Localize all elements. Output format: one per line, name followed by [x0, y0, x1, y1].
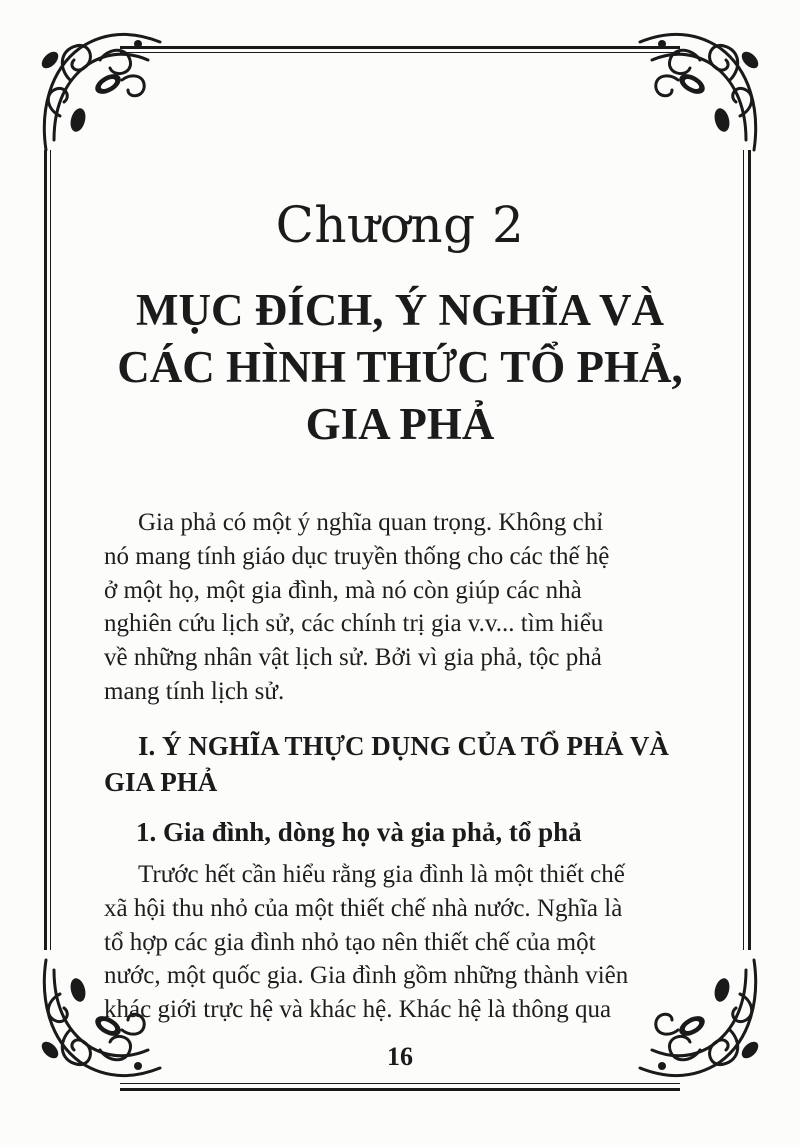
- paragraph-line: ở một họ, một gia đình, mà nó còn giúp các nhà: [104, 576, 582, 604]
- frame-line-left-outer: [44, 150, 47, 950]
- paragraph-line: về những nhân vật lịch sử. Bởi vì gia phả, tộc phả: [104, 644, 602, 672]
- paragraph-line: nước, một quốc gia. Gia đình gồm những thành viên: [104, 962, 629, 990]
- section-heading-line: I. Ý NGHĨA THỰC DỤNG CỦA TỔ PHẢ VÀ: [138, 731, 669, 761]
- chapter-title: [90, 282, 710, 453]
- paragraph-line: nó mang tính giáo dục truyền thống cho các thế hệ: [104, 542, 610, 570]
- chapter-title-line: GIA PHẢ: [305, 399, 495, 449]
- ornament-top-left-icon: [30, 20, 170, 160]
- intro-paragraph: [104, 506, 700, 709]
- paragraph-line: Gia phả có một ý nghĩa quan trọng. Không chỉ: [138, 509, 604, 536]
- paragraph-line: nghiên cứu lịch sử, các chính trị gia v.v... tìm hiểu: [104, 610, 604, 638]
- frame-line-bottom-inner: [120, 1083, 680, 1084]
- paragraph-line: khác giới trực hệ và khác hệ. Khác hệ là thông qua: [104, 996, 612, 1024]
- ornament-top-right-icon: [630, 20, 770, 160]
- frame-line-bottom-outer: [120, 1088, 680, 1091]
- frame-line-top-inner: [120, 52, 680, 53]
- chapter-title-line: CÁC HÌNH THỨC TỔ PHẢ,: [117, 342, 683, 392]
- paragraph-line: xã hội thu nhỏ của một thiết chế nhà nước. Nghĩa là: [104, 894, 623, 922]
- paragraph-line: mang tính lịch sử.: [104, 677, 285, 705]
- body-paragraph: [104, 858, 700, 1027]
- subsection-heading: 1. Gia đình, dòng họ và gia phả, tổ phả: [136, 817, 582, 847]
- section-heading-line: GIA PHẢ: [104, 767, 218, 797]
- chapter-label: Chương 2: [275, 196, 525, 254]
- paragraph-line: tổ hợp các gia đình nhỏ tạo nên thiết chế của một: [104, 928, 596, 956]
- chapter-title-line: MỤC ĐÍCH, Ý NGHĨA VÀ: [136, 285, 664, 335]
- frame-line-left-inner: [50, 150, 51, 950]
- page-number: 16: [387, 1042, 413, 1071]
- section-heading: [104, 728, 700, 800]
- frame-line-right-inner: [743, 150, 744, 950]
- frame-line-top-outer: [120, 46, 680, 49]
- frame-line-right-outer: [748, 150, 751, 950]
- paragraph-line: Trước hết cần hiểu rằng gia đình là một thiết chế: [138, 861, 625, 888]
